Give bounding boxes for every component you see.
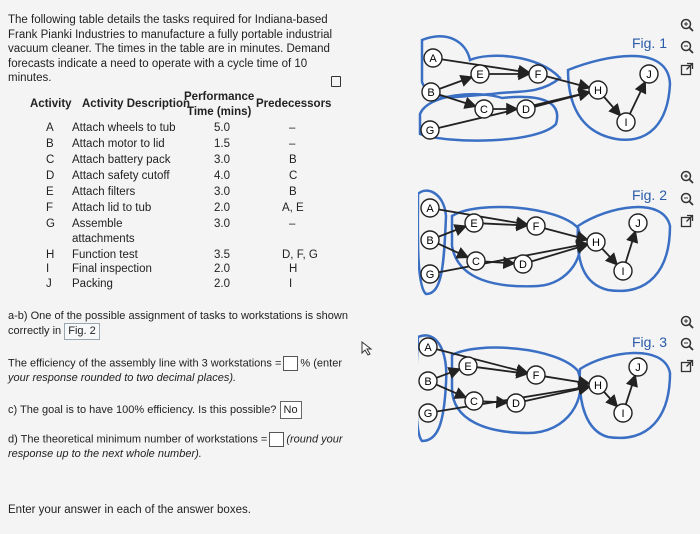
node-label-A: A	[424, 342, 432, 354]
row-activity: G	[46, 218, 55, 230]
row-description: Final inspection	[72, 263, 152, 275]
row-predecessors: H	[289, 263, 298, 275]
fig-label: Fig. 2	[631, 187, 667, 203]
row-activity: D	[46, 170, 55, 182]
row-time: 2.0	[214, 202, 230, 214]
edge-H-I	[604, 97, 620, 115]
row-description: Attach lid to tub	[72, 202, 152, 214]
row-time: 1.5	[214, 138, 230, 150]
edge-H-I	[602, 249, 617, 265]
row-activity: C	[46, 154, 55, 166]
node-label-H: H	[594, 380, 602, 392]
external-link-icon[interactable]	[680, 62, 694, 76]
row-time: 3.5	[214, 249, 230, 261]
node-label-C: C	[480, 104, 488, 116]
row-description: Attach safety cutoff	[72, 170, 170, 182]
row-activity: H	[46, 249, 55, 261]
node-label-J: J	[646, 69, 652, 81]
row-time: 3.0	[214, 186, 230, 198]
fig-label: Fig. 1	[631, 35, 667, 51]
row-activity: E	[46, 186, 54, 198]
precedence-diagram-fig-2	[418, 186, 673, 298]
efficiency-suffix: % (enter	[300, 357, 342, 370]
row-description: Attach battery pack	[72, 154, 171, 166]
mouse-cursor-icon	[360, 340, 374, 356]
row-description: Attach motor to lid	[72, 138, 165, 150]
node-label-J: J	[635, 218, 641, 230]
external-link-icon[interactable]	[680, 359, 694, 373]
task-table	[0, 0, 360, 300]
zoom-out-icon[interactable]	[680, 40, 694, 54]
row-description: Packing	[72, 278, 113, 290]
efficiency-instructions: your response rounded to two decimal places).	[8, 372, 237, 384]
row-time: 4.0	[214, 170, 230, 182]
question-d-text: d) The theoretical minimum number of workstations =	[8, 433, 268, 446]
header-activity: Activity	[30, 98, 72, 110]
precedence-diagram-fig-3	[418, 333, 673, 445]
edge-I-J	[626, 232, 636, 263]
efficiency-text: The efficiency of the assembly line with 3 workstations =	[8, 357, 282, 370]
row-description: Attach wheels to tub	[72, 122, 176, 134]
node-label-H: H	[594, 85, 602, 97]
question-c	[8, 401, 353, 419]
node-label-F: F	[534, 69, 542, 81]
row-predecessors: C	[289, 170, 298, 182]
question-d-suffix: (round your	[286, 433, 343, 446]
node-label-G: G	[423, 408, 433, 420]
row-activity: I	[46, 263, 50, 275]
row-description: Assemble	[72, 218, 123, 230]
row-predecessors: B	[289, 186, 297, 198]
row-activity: J	[46, 278, 52, 290]
fig-label: Fig. 3	[631, 334, 667, 350]
row-activity: B	[46, 138, 54, 150]
node-label-G: G	[425, 125, 435, 137]
min-workstations-input[interactable]	[269, 432, 284, 447]
node-label-B: B	[427, 87, 435, 99]
row-predecessors: –	[289, 122, 296, 134]
node-label-F: F	[532, 370, 540, 382]
row-time: 3.0	[214, 154, 230, 166]
node-label-B: B	[424, 376, 432, 388]
row-predecessors: –	[289, 218, 296, 230]
efficiency-possible-dropdown[interactable]: No	[280, 401, 302, 419]
zoom-out-icon[interactable]	[680, 192, 694, 206]
node-label-B: B	[426, 235, 434, 247]
problem-intro: The following table details the tasks required for Indiana-based Frank Pianki Industries to manufacture a fully portable industrial vacuum cleaner. The times in the table are in minutes. Demand forecasts indicate a need to operate with a cycle time of 10 minutes.	[8, 14, 333, 84]
row-time: 3.0	[214, 218, 230, 230]
row-time: 2.0	[214, 263, 230, 275]
node-label-C: C	[472, 256, 480, 268]
header-time: Time (mins)	[187, 106, 252, 118]
header-performance: Performance	[184, 91, 255, 103]
node-label-D: D	[522, 104, 530, 116]
row-time: 2.0	[214, 278, 230, 290]
fig-choice-dropdown[interactable]: Fig. 2	[64, 323, 100, 340]
edge-B-E	[436, 369, 459, 378]
node-label-I: I	[621, 408, 625, 420]
question-efficiency	[8, 356, 353, 385]
node-label-E: E	[470, 218, 478, 230]
zoom-in-icon[interactable]	[680, 170, 694, 184]
row-predecessors: B	[289, 154, 297, 166]
question-d-instructions: response up to the next whole number).	[8, 448, 202, 460]
node-label-D: D	[519, 259, 527, 271]
row-predecessors: D, F, G	[282, 249, 318, 261]
row-time: 5.0	[214, 122, 230, 134]
edge-G-H	[439, 244, 587, 273]
node-label-I: I	[621, 266, 625, 278]
zoom-out-icon[interactable]	[680, 337, 694, 351]
row-description: Function test	[72, 249, 138, 261]
edge-I-J	[626, 376, 635, 405]
question-d	[8, 432, 353, 461]
workstation-outline-3	[580, 353, 670, 438]
footer-instruction: Enter your answer in each of the answer boxes.	[8, 504, 251, 516]
node-label-C: C	[470, 396, 478, 408]
node-label-E: E	[464, 361, 472, 373]
row-description: Attach filters	[72, 186, 136, 198]
node-label-D: D	[512, 398, 520, 410]
zoom-in-icon[interactable]	[680, 18, 694, 32]
question-ab-text: a-b) One of the possible assignment of tasks to workstations is shown correctly in	[8, 310, 348, 337]
question-ab	[8, 309, 353, 340]
row-predecessors: A, E	[282, 202, 304, 214]
header-predecessors: Predecessors	[256, 98, 332, 110]
edge-F-H	[545, 376, 589, 383]
node-label-J: J	[635, 362, 641, 374]
row-activity: F	[46, 202, 54, 214]
zoom-in-icon[interactable]	[680, 315, 694, 329]
edge-I-J	[630, 82, 645, 114]
row-activity: A	[46, 122, 54, 134]
edge-A-F	[437, 349, 528, 372]
node-label-G: G	[425, 269, 435, 281]
row-predecessors: I	[289, 278, 293, 290]
row-predecessors: –	[289, 138, 296, 150]
external-link-icon[interactable]	[680, 214, 694, 228]
row-description-cont: attachments	[72, 233, 135, 245]
node-label-I: I	[624, 117, 628, 129]
node-label-A: A	[426, 203, 434, 215]
edge-H-I	[604, 392, 617, 407]
efficiency-answer-input[interactable]	[283, 356, 298, 371]
node-label-F: F	[532, 221, 540, 233]
node-label-E: E	[476, 69, 484, 81]
precedence-diagram-fig-1	[418, 34, 673, 146]
edge-B-E	[439, 77, 471, 89]
header-description: Activity Description	[82, 98, 190, 110]
node-label-H: H	[592, 237, 600, 249]
node-label-A: A	[429, 53, 437, 65]
question-c-text: c) The goal is to have 100% efficiency. Is this possible?	[8, 404, 277, 416]
